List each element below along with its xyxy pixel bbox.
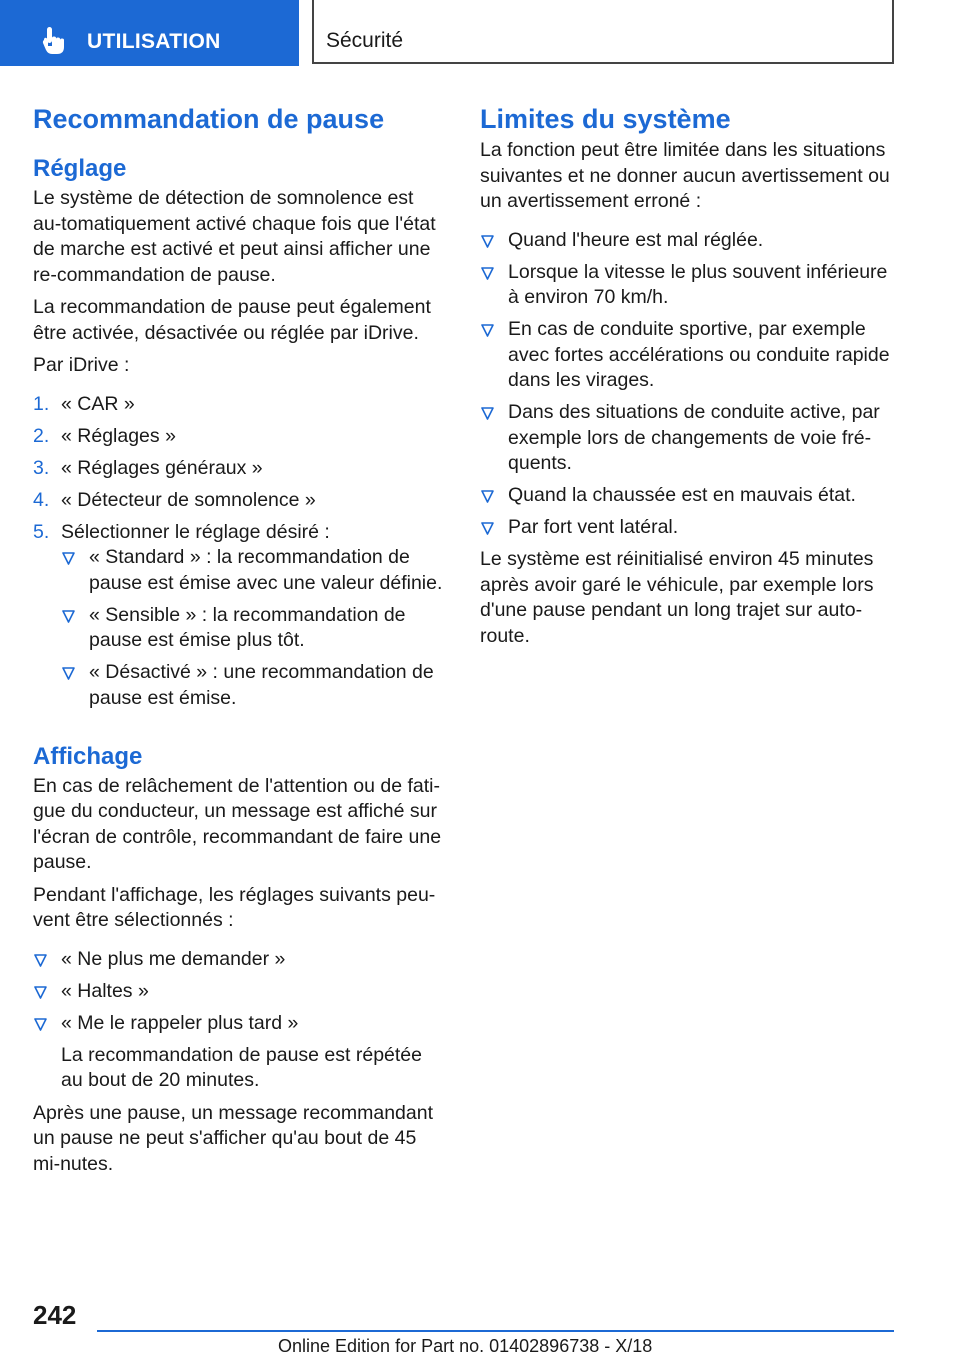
list-item bbox=[33, 947, 443, 973]
list-item bbox=[480, 483, 895, 509]
triangle-bullet-icon bbox=[481, 324, 494, 337]
step-item bbox=[33, 488, 443, 514]
step-text: « Réglages » bbox=[61, 424, 176, 447]
list-item bbox=[33, 1011, 443, 1037]
footer-edition: Online Edition for Part no. 01402896738 - X/18 bbox=[278, 1336, 653, 1356]
option-text: « Désactivé » : une recommandation de pause est émise. bbox=[89, 661, 434, 709]
list-item bbox=[480, 228, 895, 254]
triangle-bullet-icon bbox=[62, 610, 75, 623]
triangle-bullet-icon bbox=[34, 986, 47, 999]
list-item bbox=[480, 317, 895, 394]
limit-text: Lorsque la vitesse le plus souvent inférieure à environ 70 km/h. bbox=[508, 260, 888, 308]
triangle-bullet-icon bbox=[34, 1018, 47, 1031]
list-item bbox=[61, 545, 443, 596]
limit-text: Quand l'heure est mal réglée. bbox=[508, 228, 764, 251]
triangle-bullet-icon bbox=[62, 667, 75, 680]
step-number: 2. bbox=[33, 424, 50, 447]
limit-text: Quand la chaussée est en mauvais état. bbox=[508, 484, 856, 506]
page-number: 242 bbox=[33, 1300, 77, 1330]
paragraph: La recommandation de pause peut également être activée, désactivée ou réglée par iDrive. bbox=[33, 296, 431, 344]
paragraph: En cas de relâchement de l'attention ou de fati-gue du conducteur, un message est affiché sur l'écran de contrôle, recommandant de faire une pause. bbox=[33, 774, 442, 873]
option-text: « Sensible » : la recommandation de pause est émise plus tôt. bbox=[89, 603, 406, 651]
step-item bbox=[33, 520, 443, 712]
heading-reglage: Réglage bbox=[33, 155, 127, 182]
triangle-bullet-icon bbox=[62, 552, 75, 565]
step-number: 5. bbox=[33, 520, 50, 543]
step-number: 4. bbox=[33, 488, 50, 511]
step-text: « Réglages généraux » bbox=[61, 456, 263, 479]
step-item bbox=[33, 424, 443, 450]
header-tab bbox=[0, 0, 299, 66]
limit-text: Dans des situations de conduite active, par exemple lors de changements de voie fré-quents. bbox=[508, 401, 880, 474]
steps-list bbox=[33, 392, 443, 712]
heading-affichage: Affichage bbox=[33, 742, 143, 770]
triangle-bullet-icon bbox=[481, 522, 494, 535]
list-item bbox=[33, 979, 443, 1005]
step-item bbox=[33, 456, 443, 482]
paragraph: Pendant l'affichage, les réglages suivants peu-vent être sélectionnés : bbox=[33, 883, 436, 931]
limit-text: En cas de conduite sportive, par exemple avec fortes accélérations ou conduite rapide dans les virages. bbox=[508, 318, 890, 391]
step-item bbox=[33, 392, 443, 418]
option-text: « Ne plus me demander » bbox=[61, 947, 286, 970]
paragraph: Le système de détection de somnolence est au-tomatiquement activé chaque fois que l'état de marche est activé et peut ainsi afficher une re-commandation de pause. bbox=[33, 187, 436, 286]
title-recommandation: Recommandation de pause bbox=[33, 104, 385, 134]
hand-pointer-icon bbox=[38, 26, 68, 56]
list-item bbox=[61, 660, 443, 711]
paragraph: Après une pause, un message recommandant un pause ne peut s'afficher qu'au bout de 45 mi-nutes. bbox=[33, 1101, 433, 1175]
triangle-bullet-icon bbox=[34, 954, 47, 967]
title-limites: Limites du système bbox=[480, 104, 731, 134]
section-label: Sécurité bbox=[326, 29, 404, 52]
paragraph: Le système est réinitialisé environ 45 minutes après avoir garé le véhicule, par exemple lors d'une pause pendant un long trajet sur auto-route. bbox=[480, 548, 874, 647]
step-text: « Détecteur de somnolence » bbox=[61, 488, 316, 511]
step-number: 3. bbox=[33, 456, 50, 479]
section-header bbox=[312, 0, 894, 64]
triangle-bullet-icon bbox=[481, 267, 494, 280]
affichage-options-list bbox=[33, 947, 443, 1037]
left-column bbox=[33, 100, 443, 1177]
list-item bbox=[61, 603, 443, 654]
right-column bbox=[480, 100, 895, 649]
paragraph: La fonction peut être limitée dans les situations suivantes et ne donner aucun avertissement ou un avertissement erroné : bbox=[480, 139, 890, 212]
note-paragraph: La recommandation de pause est répétée au bout de 20 minutes. bbox=[61, 1043, 422, 1091]
option-text: « Standard » : la recommandation de pause est émise avec une valeur définie. bbox=[89, 546, 443, 594]
option-text: « Haltes » bbox=[61, 979, 149, 1002]
chapter-label: UTILISATION bbox=[87, 30, 221, 53]
option-text: « Me le rappeler plus tard » bbox=[61, 1011, 299, 1034]
footer-divider bbox=[97, 1330, 894, 1332]
list-item bbox=[480, 515, 895, 541]
step-text: Sélectionner le réglage désiré : bbox=[61, 520, 330, 543]
list-item bbox=[480, 260, 895, 311]
list-item bbox=[480, 400, 895, 477]
step-text: « CAR » bbox=[61, 392, 135, 415]
paragraph: Par iDrive : bbox=[33, 354, 130, 376]
triangle-bullet-icon bbox=[481, 407, 494, 420]
options-list bbox=[61, 545, 443, 711]
triangle-bullet-icon bbox=[481, 490, 494, 503]
limit-text: Par fort vent latéral. bbox=[508, 516, 679, 538]
triangle-bullet-icon bbox=[481, 235, 494, 248]
limits-list bbox=[480, 228, 895, 541]
step-number: 1. bbox=[33, 392, 50, 415]
